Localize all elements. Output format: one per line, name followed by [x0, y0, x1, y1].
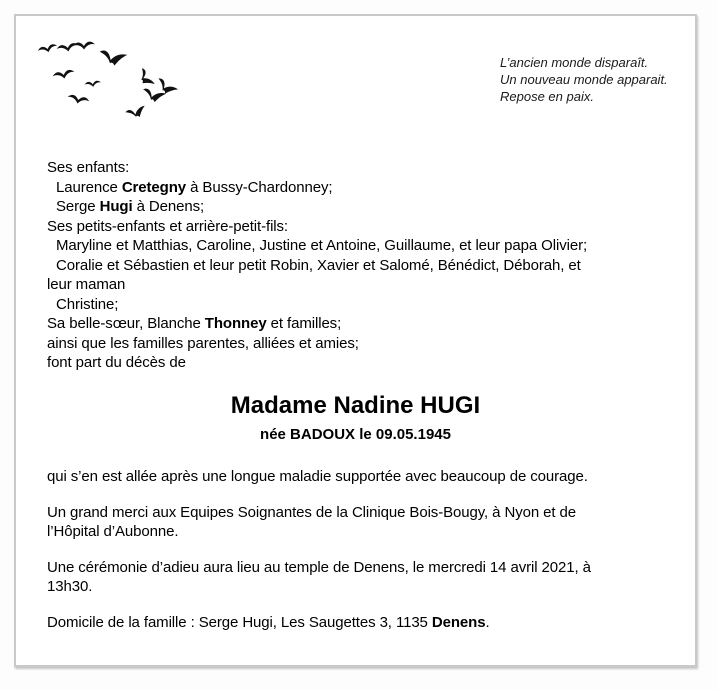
deceased-name: Madame Nadine HUGI — [230, 392, 481, 419]
paragraph — [47, 558, 667, 597]
text-segment: à Bussy-Chardonney; — [186, 178, 333, 196]
text-segment: Sa belle-sœur, Blanche — [47, 315, 205, 332]
text-segment: 13h30. — [47, 578, 93, 595]
text-line — [47, 158, 667, 178]
text-segment: Coralie et Sébastien et leur petit Robin, Xavier et Salomé, Bénédict, Déborah, et — [56, 256, 581, 274]
closing-paragraphs — [47, 467, 667, 648]
quote-line: L’ancien monde disparaît. — [500, 55, 649, 70]
text-segment: Ses petits-enfants et arrière-petit-fils: — [47, 217, 288, 235]
text-line — [47, 334, 667, 354]
text-line — [47, 503, 667, 523]
quote-line: Repose en paix. — [500, 89, 594, 104]
text-line — [47, 467, 667, 487]
text-segment: Laurence — [56, 178, 122, 196]
text-line — [47, 613, 667, 633]
text-segment: ainsi que les familles parentes, alliées et amies; — [47, 334, 359, 352]
emphasized-name: Thonney — [204, 315, 267, 332]
emphasized-name: Hugi — [99, 198, 133, 215]
text-segment: Ses enfants: — [47, 159, 130, 176]
text-segment: . — [485, 613, 490, 631]
quote-line: Un nouveau monde apparait. — [500, 72, 668, 87]
paragraph — [47, 503, 667, 542]
text-line — [47, 577, 667, 597]
text-segment: font part du décès de — [47, 354, 186, 371]
text-segment: Un grand merci aux Equipes Soignantes de la Clinique Bois-Bougy, à Nyon et de — [47, 503, 577, 521]
text-line — [47, 353, 667, 373]
text-segment: Domicile de la famille : Serge Hugi, Les Saugettes 3, 1135 — [47, 613, 432, 631]
text-segment: leur maman — [47, 276, 126, 293]
text-segment: à Denens; — [132, 198, 205, 215]
text-segment: Christine; — [56, 295, 119, 313]
text-segment: l’Hôpital d’Aubonne. — [47, 523, 179, 540]
text-segment: Maryline et Matthias, Caroline, Justine et Antoine, Guillaume, et leur papa Olivier; — [56, 237, 588, 254]
text-segment: Une cérémonie d’adieu aura lieu au temple de Denens, le mercredi 14 avril 2021, à — [47, 558, 591, 576]
deceased-birth-info: née BADOUX le 09.05.1945 — [260, 426, 451, 443]
text-line — [47, 178, 667, 198]
emphasized-name: Cretegny — [121, 178, 187, 196]
family-announcement-text — [47, 158, 667, 373]
text-line — [47, 295, 667, 315]
birds-flock-icon — [30, 36, 200, 136]
memorial-quote — [500, 54, 690, 105]
text-line — [47, 314, 667, 334]
text-segment: Serge — [56, 198, 100, 215]
text-line — [47, 558, 667, 578]
text-segment: et familles; — [266, 315, 342, 332]
emphasized-name: Denens — [431, 613, 486, 631]
text-segment: qui s’en est allée après une longue maladie supportée avec beaucoup de courage. — [47, 468, 588, 485]
paragraph — [47, 613, 667, 633]
text-line — [47, 275, 667, 295]
text-line — [47, 522, 667, 542]
text-line — [47, 236, 667, 256]
text-line — [47, 197, 667, 217]
page-frame — [14, 14, 697, 667]
text-line — [47, 256, 667, 276]
paragraph — [47, 467, 667, 487]
text-line — [47, 217, 667, 237]
